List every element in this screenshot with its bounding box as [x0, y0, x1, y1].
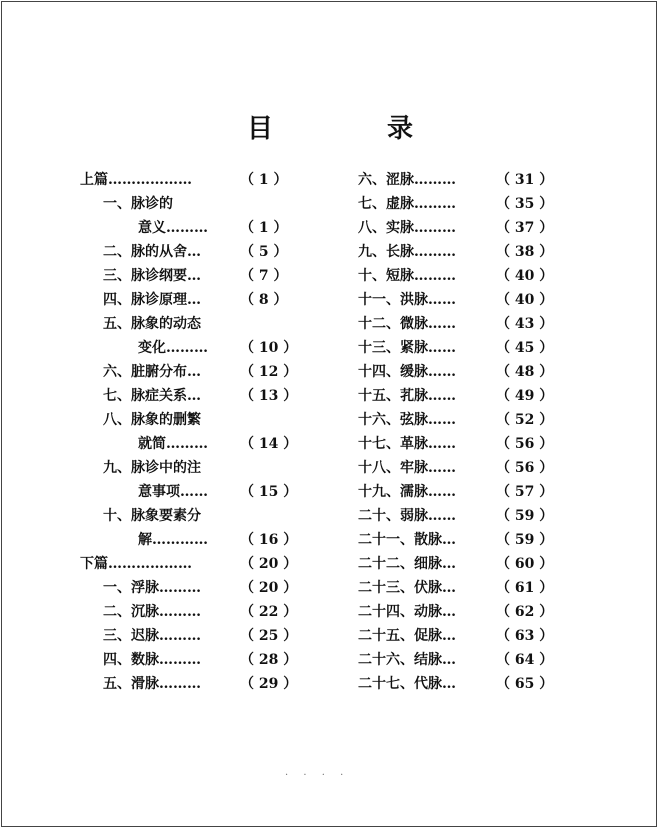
toc-entry-page: （ 28 ）: [240, 652, 298, 668]
toc-entry[interactable]: [80, 408, 310, 432]
toc-entry-page: （ 22 ）: [240, 604, 298, 620]
toc-entry-text: 八、脉象的删繁: [103, 412, 201, 428]
toc-entry[interactable]: [80, 360, 310, 384]
toc-entry-text: 十、脉象要素分: [103, 508, 201, 524]
toc-entry[interactable]: [80, 600, 310, 624]
toc-entry-page: （ 57 ）: [496, 484, 554, 500]
toc-entry-text: 意义………: [138, 220, 208, 236]
toc-entry-page: （ 43 ）: [496, 316, 554, 332]
toc-entry-text: 二十七、代脉…: [358, 676, 456, 692]
toc-entry-text: 八、实脉………: [358, 220, 456, 236]
toc-left-column: [80, 168, 310, 696]
toc-entry-text: 十五、芤脉……: [358, 388, 456, 404]
toc-entry-page: （ 48 ）: [496, 364, 554, 380]
toc-entry-text: 十二、微脉……: [358, 316, 456, 332]
toc-entry-text: 十七、革脉……: [358, 436, 456, 452]
toc-entry-page: （ 20 ）: [240, 580, 298, 596]
toc-entry[interactable]: [358, 432, 568, 456]
toc-entry-text: 七、虚脉………: [358, 196, 456, 212]
toc-entry-text: 二十四、动脉…: [358, 604, 456, 620]
toc-entry[interactable]: [80, 672, 310, 696]
toc-entry-page: （ 1 ）: [240, 172, 288, 188]
toc-entry[interactable]: [80, 312, 310, 336]
toc-entry-text: 二、脉的从舍…: [103, 244, 201, 260]
toc-entry-text: 二十三、伏脉…: [358, 580, 456, 596]
toc-entry[interactable]: [358, 600, 568, 624]
toc-entry[interactable]: [358, 168, 568, 192]
toc-entry[interactable]: [80, 504, 310, 528]
toc-entry-page: （ 15 ）: [240, 484, 298, 500]
toc-entry-text: 四、脉诊原理…: [103, 292, 201, 308]
toc-entry-page: （ 61 ）: [496, 580, 554, 596]
toc-entry-page: （ 37 ）: [496, 220, 554, 236]
toc-entry[interactable]: [80, 432, 310, 456]
toc-entry[interactable]: [80, 168, 310, 192]
toc-entry-page: （ 1 ）: [240, 220, 288, 236]
toc-right-column: [358, 168, 568, 696]
toc-entry[interactable]: [358, 240, 568, 264]
toc-entry-page: （ 62 ）: [496, 604, 554, 620]
toc-entry[interactable]: [358, 408, 568, 432]
toc-entry-text: 十三、紧脉……: [358, 340, 456, 356]
toc-entry-text: 十八、牢脉……: [358, 460, 456, 476]
toc-entry[interactable]: [358, 336, 568, 360]
toc-entry[interactable]: [358, 576, 568, 600]
toc-entry-page: （ 59 ）: [496, 508, 554, 524]
toc-entry-text: 二十六、结脉…: [358, 652, 456, 668]
toc-entry[interactable]: [80, 528, 310, 552]
toc-entry-text: 变化………: [138, 340, 208, 356]
toc-entry[interactable]: [80, 552, 310, 576]
toc-entry-text: 十、短脉………: [358, 268, 456, 284]
toc-entry-page: （ 52 ）: [496, 412, 554, 428]
toc-entry[interactable]: [80, 624, 310, 648]
toc-entry[interactable]: [80, 576, 310, 600]
toc-entry-text: 一、脉诊的: [103, 196, 173, 212]
toc-entry[interactable]: [80, 384, 310, 408]
toc-entry-page: （ 35 ）: [496, 196, 554, 212]
toc-entry-page: （ 63 ）: [496, 628, 554, 644]
toc-entry-page: （ 65 ）: [496, 676, 554, 692]
toc-entry-text: 二十、弱脉……: [358, 508, 456, 524]
toc-entry[interactable]: [358, 528, 568, 552]
toc-entry-text: 九、长脉………: [358, 244, 456, 260]
toc-entry[interactable]: [80, 456, 310, 480]
toc-entry-text: 四、数脉………: [103, 652, 201, 668]
toc-entry-text: 六、脏腑分布…: [103, 364, 201, 380]
toc-entry[interactable]: [358, 216, 568, 240]
toc-entry[interactable]: [358, 360, 568, 384]
toc-entry-text: 二十一、散脉…: [358, 532, 456, 548]
toc-entry[interactable]: [80, 336, 310, 360]
toc-entry[interactable]: [80, 648, 310, 672]
toc-entry[interactable]: [80, 264, 310, 288]
toc-entry-page: （ 10 ）: [240, 340, 298, 356]
toc-entry-page: （ 25 ）: [240, 628, 298, 644]
toc-entry-page: （ 16 ）: [240, 532, 298, 548]
toc-entry-text: 十六、弦脉……: [358, 412, 456, 428]
toc-entry-page: （ 64 ）: [496, 652, 554, 668]
toc-entry-text: 三、脉诊纲要…: [103, 268, 201, 284]
toc-entry-page: （ 45 ）: [496, 340, 554, 356]
toc-entry-text: 一、浮脉………: [103, 580, 201, 596]
toc-entry-text: 就简………: [138, 436, 208, 452]
toc-entry[interactable]: [358, 504, 568, 528]
toc-entry-page: （ 29 ）: [240, 676, 298, 692]
toc-entry-page: （ 5 ）: [240, 244, 288, 260]
toc-entry-text: 二、沉脉………: [103, 604, 201, 620]
toc-entry-page: （ 12 ）: [240, 364, 298, 380]
toc-entry[interactable]: [80, 240, 310, 264]
toc-entry[interactable]: [358, 552, 568, 576]
toc-entry[interactable]: [358, 456, 568, 480]
toc-entry-page: （ 31 ）: [496, 172, 554, 188]
toc-entry-text: 上篇………………: [80, 172, 192, 188]
toc-entry-page: （ 14 ）: [240, 436, 298, 452]
toc-entry-page: （ 56 ）: [496, 460, 554, 476]
toc-entry[interactable]: [358, 264, 568, 288]
toc-entry-text: 十四、缓脉……: [358, 364, 456, 380]
toc-entry[interactable]: [358, 624, 568, 648]
toc-entry[interactable]: [80, 288, 310, 312]
toc-entry[interactable]: [358, 480, 568, 504]
toc-entry[interactable]: [80, 480, 310, 504]
toc-entry-page: （ 40 ）: [496, 292, 554, 308]
toc-entry-page: （ 20 ）: [240, 556, 298, 572]
toc-entry[interactable]: [80, 192, 310, 216]
toc-entry[interactable]: [80, 216, 310, 240]
toc-entry-text: 六、涩脉………: [358, 172, 456, 188]
toc-entry-text: 五、脉象的动态: [103, 316, 201, 332]
toc-entry[interactable]: [358, 648, 568, 672]
toc-entry-text: 九、脉诊中的注: [103, 460, 201, 476]
toc-entry-text: 下篇………………: [80, 556, 192, 572]
toc-entry-page: （ 56 ）: [496, 436, 554, 452]
toc-entry-page: （ 13 ）: [240, 388, 298, 404]
toc-entry-page: （ 38 ）: [496, 244, 554, 260]
toc-entry-page: （ 49 ）: [496, 388, 554, 404]
toc-entry-page: （ 60 ）: [496, 556, 554, 572]
toc-entry-text: 二十五、促脉…: [358, 628, 456, 644]
toc-entry-text: 五、滑脉………: [103, 676, 201, 692]
toc-entry-page: （ 59 ）: [496, 532, 554, 548]
toc-entry[interactable]: [358, 384, 568, 408]
toc-entry[interactable]: [358, 312, 568, 336]
toc-entry-text: 三、迟脉………: [103, 628, 201, 644]
toc-entry-page: （ 8 ）: [240, 292, 288, 308]
toc-entry-text: 七、脉症关系…: [103, 388, 201, 404]
scan-speckle-decoration: · · · ·: [285, 770, 350, 781]
toc-entry-text: 二十二、细脉…: [358, 556, 456, 572]
toc-entry[interactable]: [358, 672, 568, 696]
toc-entry-page: （ 40 ）: [496, 268, 554, 284]
toc-entry-text: 十九、濡脉……: [358, 484, 456, 500]
toc-entry-page: （ 7 ）: [240, 268, 288, 284]
toc-entry[interactable]: [358, 192, 568, 216]
toc-entry-text: 解…………: [138, 532, 208, 548]
toc-entry-text: 十一、洪脉……: [358, 292, 456, 308]
page-title: 目 录: [246, 114, 457, 144]
toc-entry-text: 意事项……: [138, 484, 208, 500]
toc-entry[interactable]: [358, 288, 568, 312]
